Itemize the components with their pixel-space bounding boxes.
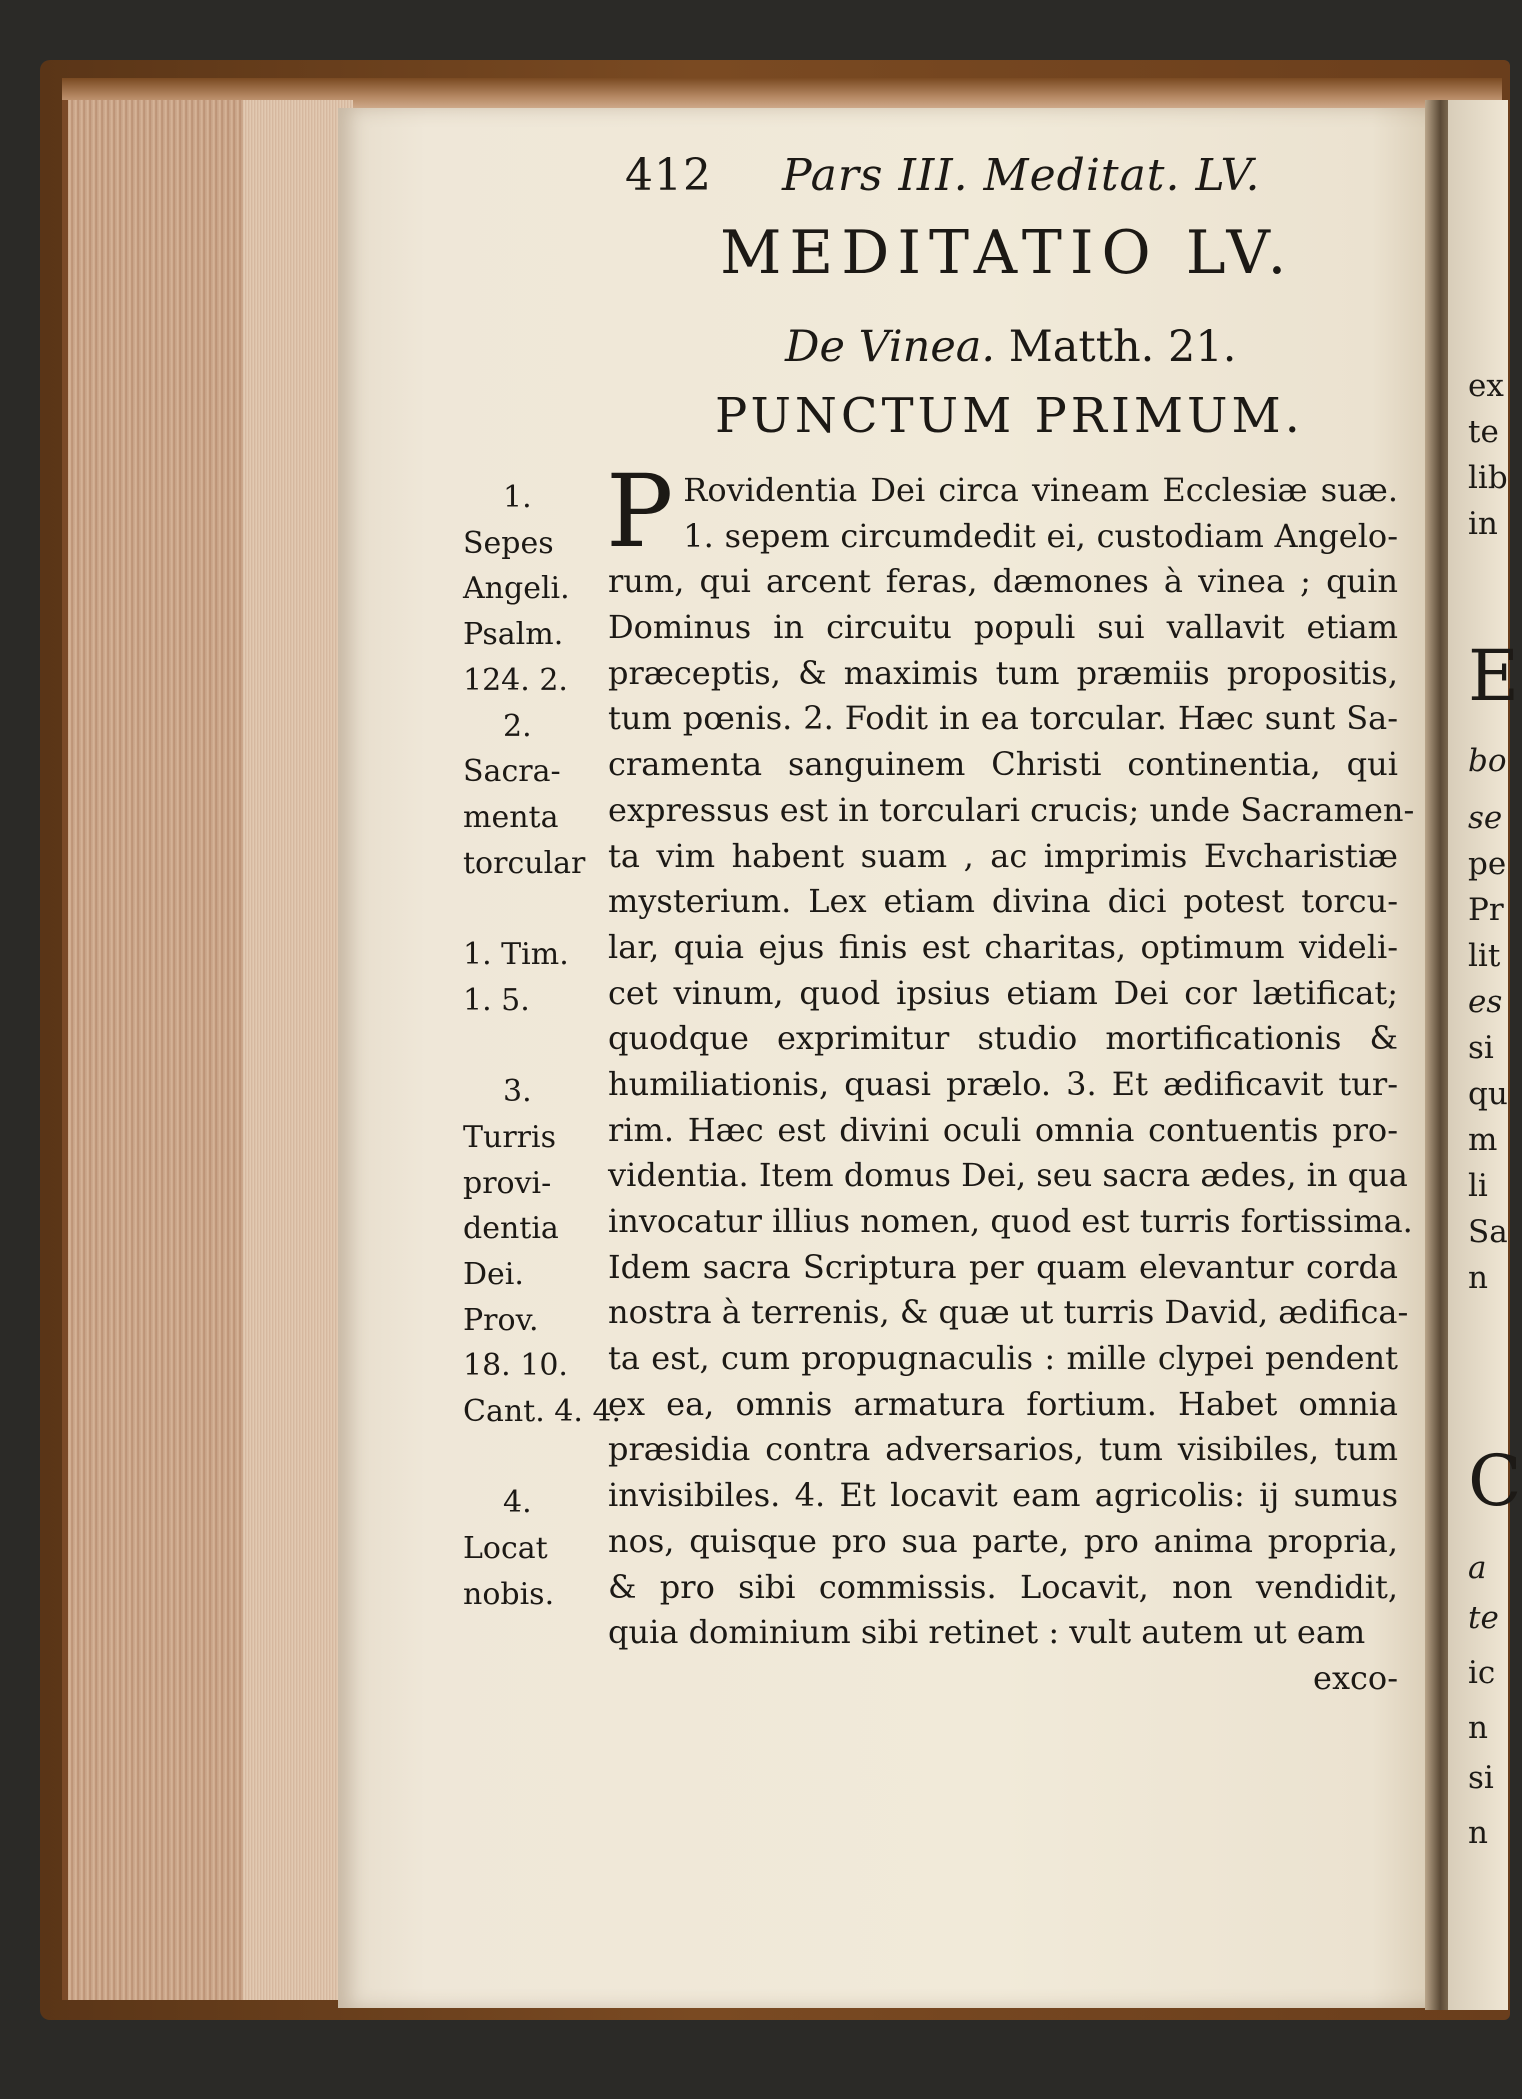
body-line: cet vinum, quod ipsius etiam Dei cor lætificat; xyxy=(608,973,1398,1012)
facing-fragment: n xyxy=(1468,1710,1488,1746)
facing-fragment: bo xyxy=(1468,743,1507,779)
body-line: rim. Hæc est divini oculi omnia contuentis pro- xyxy=(608,1110,1398,1149)
body-line: præsidia contra adversarios, tum visibiles, tum xyxy=(608,1430,1398,1469)
body-line: ta est, cum propugnaculis : mille clypei pendent xyxy=(608,1339,1398,1378)
facing-fragment: te xyxy=(1468,414,1499,450)
running-head xyxy=(625,150,1261,201)
section-heading: PUNCTUM PRIMUM. xyxy=(715,388,1304,444)
body-line: ex ea, omnis armatura fortium. Habet omnia xyxy=(608,1384,1398,1423)
margin-note: 124. 2. xyxy=(463,662,568,698)
body-line: humiliationis, quasi prælo. 3. Et ædificavit tur- xyxy=(608,1064,1398,1103)
body-line: tum pœnis. 2. Fodit in ea torcular. Hæc sunt Sa- xyxy=(608,699,1398,738)
meditation-subtitle xyxy=(785,322,1236,372)
margin-note: Angeli. xyxy=(463,571,570,607)
margin-note: Turris xyxy=(463,1119,557,1155)
facing-fragment: n xyxy=(1468,1815,1488,1851)
catchword: exco- xyxy=(1313,1658,1398,1697)
body-line: nos, quisque pro sua parte, pro anima propria, xyxy=(608,1521,1398,1560)
body-line: nostra à terrenis, & quæ ut turris David, ædifica- xyxy=(608,1293,1409,1332)
body-line: præceptis, & maximis tum præmiis propositis, xyxy=(608,653,1398,692)
margin-note: menta xyxy=(463,799,559,835)
facing-fragment: n xyxy=(1468,1260,1488,1296)
facing-fragment: E xyxy=(1468,635,1520,717)
facing-fragment: li xyxy=(1468,1168,1488,1204)
margin-note: 1. 5. xyxy=(463,982,530,1018)
margin-note: dentia xyxy=(463,1211,559,1247)
margin-note: Dei. xyxy=(463,1256,524,1292)
margin-note: 18. 10. xyxy=(463,1348,568,1384)
margin-note: nobis. xyxy=(463,1576,555,1612)
body-line: Rovidentia Dei circa vineam Ecclesiæ suæ. xyxy=(683,471,1398,509)
margin-note: 4. xyxy=(503,1485,532,1521)
facing-fragment: es xyxy=(1468,984,1503,1020)
margin-note: provi- xyxy=(463,1165,552,1201)
body-line: quodque exprimitur studio mortificationis & xyxy=(608,1019,1398,1058)
margin-note: Psalm. xyxy=(463,617,564,653)
facing-page-edge xyxy=(1448,100,1522,2010)
facing-fragment: se xyxy=(1468,800,1503,836)
margin-note: 2. xyxy=(503,708,532,744)
facing-fragment: ic xyxy=(1468,1655,1496,1691)
margin-note: Sacra- xyxy=(463,754,561,790)
margin-note: 1. xyxy=(503,480,532,515)
facing-fragment: si xyxy=(1468,1760,1494,1796)
facing-fragment: C xyxy=(1468,1440,1522,1522)
body-line: cramenta sanguinem Christi continentia, qui xyxy=(608,745,1398,784)
facing-fragment: si xyxy=(1468,1030,1494,1066)
body-line: & pro sibi commissis. Locavit, non vendidit, xyxy=(608,1567,1398,1606)
page-block-fore-edge xyxy=(62,100,353,2000)
margin-note: 3. xyxy=(503,1074,532,1110)
margin-note: 1. Tim. xyxy=(463,937,569,972)
subtitle-italic: De Vinea. xyxy=(785,322,996,372)
facing-fragment: Sa xyxy=(1468,1214,1508,1250)
facing-fragment: Pr xyxy=(1468,892,1504,928)
running-head-text: Pars III. Meditat. LV. xyxy=(781,150,1261,201)
margin-note: Sepes xyxy=(463,525,554,561)
subtitle-reference: Matth. 21. xyxy=(1008,322,1237,372)
margin-note: Locat xyxy=(463,1531,548,1567)
body-line: invocatur illius nomen, quod est turris fortissima. xyxy=(608,1202,1413,1240)
body-line: mysterium. Lex etiam divina dici potest torcu- xyxy=(608,882,1398,921)
body-line: expressus est in torculari crucis; unde Sacramen- xyxy=(608,790,1415,829)
facing-fragment: qu xyxy=(1468,1076,1508,1112)
facing-fragment: pe xyxy=(1468,846,1507,882)
facing-fragment: te xyxy=(1468,1600,1499,1636)
meditation-title: MEDITATIO LV. xyxy=(720,218,1295,288)
page-number: 412 xyxy=(625,150,712,201)
margin-note: Cant. 4. 4. xyxy=(463,1394,622,1429)
facing-fragment: a xyxy=(1468,1550,1487,1586)
body-line: lar, quia ejus finis est charitas, optimum videli- xyxy=(608,927,1398,966)
body-line: videntia. Item domus Dei, seu sacra ædes, in qua xyxy=(608,1156,1408,1195)
facing-fragment: lit xyxy=(1468,938,1501,974)
body-text xyxy=(606,453,1415,1702)
body-line: invisibiles. 4. Et locavit eam agricolis: ij sumus xyxy=(608,1476,1398,1515)
body-line: quia dominium sibi retinet : vult autem ut eam xyxy=(608,1613,1366,1652)
body-line: rum, qui arcent feras, dæmones à vinea ; quin xyxy=(608,562,1398,601)
body-line: ta vim habent suam , ac imprimis Evcharistiæ xyxy=(608,836,1398,875)
facing-fragment: in xyxy=(1468,506,1498,542)
body-line: 1. sepem circumdedit ei, custodiam Angelo- xyxy=(683,516,1398,555)
margin-note: torcular xyxy=(463,845,586,881)
facing-fragment: lib xyxy=(1468,460,1508,496)
facing-fragment: m xyxy=(1468,1122,1498,1158)
body-line: Dominus in circuitu populi sui vallavit etiam xyxy=(608,608,1398,647)
body-line: Idem sacra Scriptura per quam elevantur corda xyxy=(608,1247,1398,1286)
margin-note: Prov. xyxy=(463,1302,539,1338)
facing-fragment: ex xyxy=(1468,368,1504,404)
drop-cap: P xyxy=(606,453,674,570)
